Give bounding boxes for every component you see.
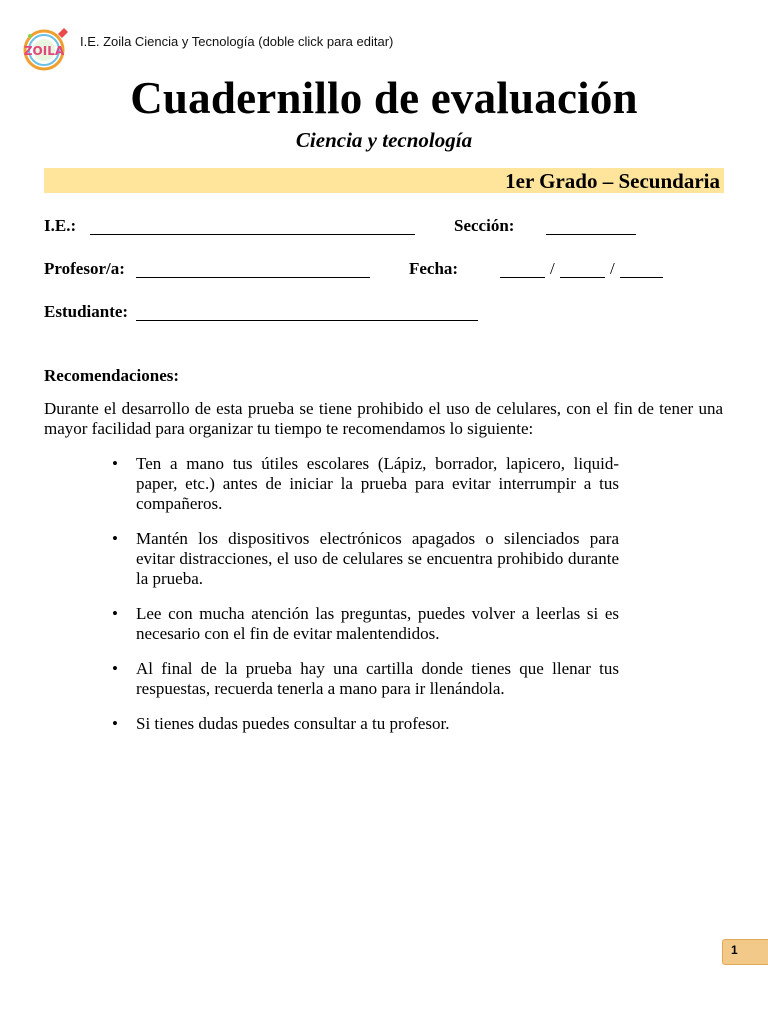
list-item-text: Ten a mano tus útiles escolares (Lápiz, borrador, lapicero, liquid-paper, etc.) antes de iniciar la prueba para evitar interrumpir a tus compañeros. (136, 454, 619, 513)
list-item (112, 604, 619, 644)
profesor-label: Profesor/a: (44, 259, 125, 278)
date-separator: / (550, 259, 555, 278)
date-separator: / (610, 259, 615, 278)
fecha-day-field[interactable] (500, 277, 545, 278)
fecha-year-field[interactable] (620, 277, 663, 278)
profesor-field[interactable] (136, 277, 370, 278)
list-item-text: Al final de la prueba hay una cartilla donde tienes que llenar tus respuestas, recuerda tenerla a mano para ir llenándola. (136, 659, 619, 698)
list-item-text: Mantén los dispositivos electrónicos apagados o silenciados para evitar distracciones, el uso de celulares se encuentra prohibido durante la prueba. (136, 529, 619, 588)
list-item (112, 454, 619, 514)
seccion-field[interactable] (546, 234, 636, 235)
recommendations-list (112, 454, 619, 749)
list-item-text: Lee con mucha atención las preguntas, puedes volver a leerlas si es necesario con el fin de evitar malentendidos. (136, 604, 619, 643)
bullet-icon: • (112, 659, 118, 678)
document-title: Cuadernillo de evaluación (130, 73, 638, 123)
seccion-label: Sección: (454, 216, 515, 235)
estudiante-field[interactable] (136, 320, 478, 321)
grade-label: 1er Grado – Secundaria (505, 169, 720, 193)
page-number: 1 (731, 943, 738, 957)
ie-field[interactable] (90, 234, 415, 235)
estudiante-label: Estudiante: (44, 302, 129, 321)
list-item (112, 714, 619, 734)
bullet-icon: • (112, 454, 118, 473)
list-item (112, 659, 619, 699)
fecha-label: Fecha: (409, 259, 459, 278)
document-subtitle: Ciencia y tecnología (295, 128, 473, 152)
recommendations-heading: Recomendaciones: (44, 366, 180, 385)
page-number-tab (722, 939, 768, 965)
fecha-month-field[interactable] (560, 277, 605, 278)
bullet-icon: • (112, 714, 118, 733)
bullet-icon: • (112, 529, 118, 548)
list-item (112, 529, 619, 589)
grade-banner (44, 168, 724, 193)
recommendations-intro: Durante el desarrollo de esta prueba se tiene prohibido el uso de celulares, con el fin de tener una mayor facilidad para organizar tu tiempo te recomendamos lo siguiente: (44, 399, 723, 438)
school-logo (22, 26, 72, 72)
bullet-icon: • (112, 604, 118, 623)
list-item-text: Si tienes dudas puedes consultar a tu profesor. (136, 714, 450, 733)
ie-label: I.E.: (44, 216, 77, 235)
svg-text:ZOILA: ZOILA (23, 44, 65, 58)
header-text[interactable]: I.E. Zoila Ciencia y Tecnología (doble click para editar) (80, 34, 394, 49)
